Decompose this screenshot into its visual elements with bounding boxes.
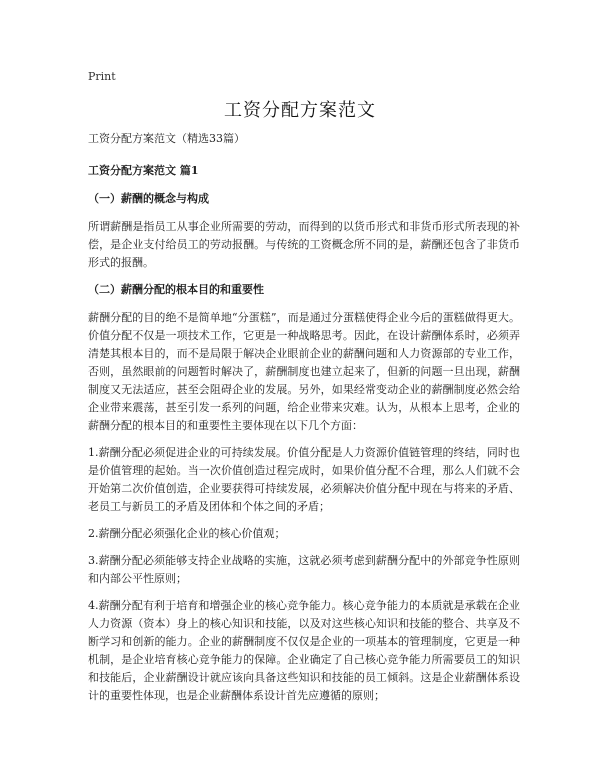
- list-item: 2.薪酬分配必须强化企业的核心价值观；: [88, 527, 286, 540]
- document-title: 工资分配方案范文: [224, 100, 376, 121]
- list-item: 1.薪酬分配必须促进企业的可持续发展。价值分配是人力资源价值链管理的终结，同时也是价值管理的起始。当一次价值创造过程完成时，如果价值分配不合理，那么人们就不会开始第二次价值创造，企业要获得可持续发展，必须解决价值分配中现在与将来的矛盾、老员工与新员工的矛盾及团体和个体之间的矛盾；: [88, 446, 520, 513]
- article-heading: 工资分配方案范文 篇1: [88, 164, 199, 177]
- document-body: [88, 130, 520, 714]
- document-subtitle: 工资分配方案范文（精选33篇）: [88, 132, 245, 145]
- paragraph: 薪酬分配的目的绝不是简单地“分蛋糕”，而是通过分蛋糕使得企业今后的蛋糕做得更大。价值分配不仅是一项技术工作，它更是一种战略思考。因此，在设计薪酬体系时，必须弄清楚其根本目的，而不是局限于解决企业眼前企业的薪酬问题和人力资源部的专业工作，否则，虽然眼前的问题暂时解决了，薪酬制度也建立起来了，但新的问题一旦出现，薪酬制度又无法适应，甚至会阻碍企业的发展。另外，如果经常变动企业的薪酬制度必然会给企业带来震荡，甚至引发一系列的问题，给企业带来灾难。认为，从根本上思考，企业的薪酬分配的根本目的和重要性主要体现在以下几个方面：: [88, 311, 520, 432]
- list-item: 4.薪酬分配有利于培育和增强企业的核心竞争能力。核心竞争能力的本质就是承载在企业人力资源（资本）身上的核心知识和技能，以及对这些核心知识和技能的整合、共享及不断学习和创新的能力。企业的薪酬制度不仅仅是企业的一项基本的管理制度，它更是一种机制，是企业培育核心竞争能力的保障。企业确定了自己核心竞争能力所需要员工的知识和技能后，企业薪酬设计就应该向具备这些知识和技能的员工倾斜。这是企业薪酬体系设计的重要性体现，也是企业薪酬体系设计首先应遵循的原则；: [88, 599, 520, 702]
- section-heading-concept: （一）薪酬的概念与构成: [88, 192, 209, 205]
- paragraph: 所谓薪酬是指员工从事企业所需要的劳动，而得到的以货币形式和非货币形式所表现的补偿，是企业支付给员工的劳动报酬。与传统的工资概念所不同的是，薪酬还包含了非货币形式的报酬。: [88, 220, 520, 269]
- section-heading-purpose: （二）薪酬分配的根本目的和重要性: [88, 283, 264, 296]
- print-label: Print: [88, 70, 116, 83]
- list-item: 3.薪酬分配必须能够支持企业战略的实施，这就必须考虑到薪酬分配中的外部竞争性原则和内部公平性原则；: [88, 554, 520, 585]
